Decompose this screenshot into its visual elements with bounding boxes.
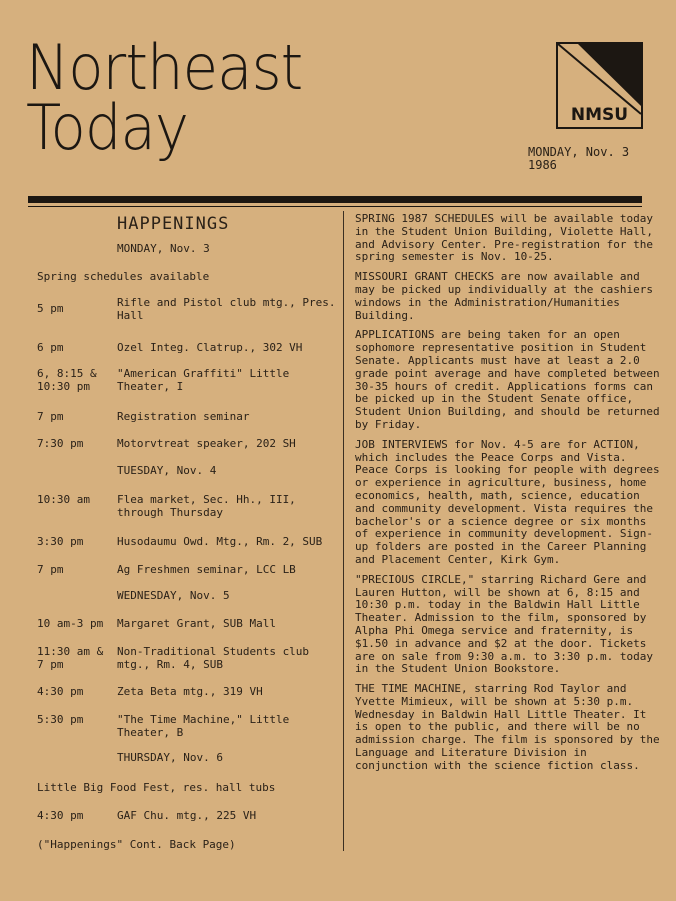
header-rule-thick (28, 196, 642, 203)
event-time: 6, 8:15 & 10:30 pm (37, 367, 97, 393)
announcement-paragraph: SPRING 1987 SCHEDULES will be available today in the Student Union Building, Violette Hall, and Advisory Center. Pre-registration for the spring semester is Nov. 10-25. (355, 212, 654, 264)
dateline-year: 1986 (528, 158, 557, 172)
event-description: Registration seminar (117, 410, 250, 423)
header-rule-thin (28, 206, 642, 207)
event-description: Flea market, Sec. Hh., III, through Thursday (117, 493, 296, 519)
event-time: 5:30 pm (37, 713, 84, 726)
event-time: 10:30 am (37, 493, 90, 506)
nmsu-logo (556, 42, 643, 129)
event-time: 7 pm (37, 563, 64, 576)
announcement-paragraph: "PRECIOUS CIRCLE," starring Richard Gere and Lauren Hutton, will be shown at 6, 8:15 and 10:30 p.m. today in the Baldwin Hall Little Theater. Admission to the film, sponsored by Alpha Phi Omega service and fraternity, is $1.50 in advance and $2 at the door. Tickets are on sale from 9:30 a.m. to 3:30 p.m. today in the Student Union Bookstore. (355, 572, 654, 676)
column-divider (343, 211, 344, 851)
event-time: 4:30 pm (37, 685, 84, 698)
announcement-paragraph: THE TIME MACHINE, starring Rod Taylor and Yvette Mimieux, will be shown at 5:30 p.m. Wednesday in Baldwin Hall Little Theater. It is open to the public, and there will be no admission charge. The film is sponsored by the Language and Literature Division in conjunction with the science fiction class. (355, 682, 660, 772)
event-description: Ozel Integ. Clatrup., 302 VH (117, 341, 303, 354)
dateline (528, 146, 629, 172)
event-description: Husodaumu Owd. Mtg., Rm. 2, SUB (117, 535, 323, 548)
masthead-line-2: Today (26, 91, 189, 164)
event-time: 3:30 pm (37, 535, 84, 548)
day-heading-tuesday: TUESDAY, Nov. 4 (117, 464, 217, 477)
event-time: 7 pm (37, 410, 64, 423)
event-description: Zeta Beta mtg., 319 VH (117, 685, 263, 698)
spring-schedules-note: Spring schedules available (37, 270, 210, 283)
happenings-continued-note: ("Happenings" Cont. Back Page) (37, 838, 236, 851)
event-description: Margaret Grant, SUB Mall (117, 617, 276, 630)
event-description: Motorvtreat speaker, 202 SH (117, 437, 296, 450)
event-description: "American Graffiti" Little Theater, I (117, 367, 290, 393)
logo-text: NMSU (570, 105, 629, 125)
event-time: 6 pm (37, 341, 64, 354)
announcement-paragraph: MISSOURI GRANT CHECKS are now available and may be picked up individually at the cashiers windows in the Administration/Humanities Building. (355, 270, 654, 322)
day-heading-wednesday: WEDNESDAY, Nov. 5 (117, 589, 230, 602)
day-heading-thursday: THURSDAY, Nov. 6 (117, 751, 223, 764)
event-time: 10 am-3 pm (37, 617, 104, 630)
masthead-title (26, 31, 303, 164)
day-heading-monday: MONDAY, Nov. 3 (117, 242, 210, 255)
event-description: "The Time Machine," Little Theater, B (117, 713, 290, 739)
event-time: 5 pm (37, 302, 64, 315)
event-description: Rifle and Pistol club mtg., Pres. Hall (117, 296, 336, 322)
event-description: GAF Chu. mtg., 225 VH (117, 809, 257, 822)
event-description: Non-Traditional Students club mtg., Rm. 4, SUB (117, 645, 310, 671)
announcements-column (355, 213, 663, 780)
event-time: 7:30 pm (37, 437, 84, 450)
event-description: Little Big Food Fest, res. hall tubs (37, 781, 276, 794)
happenings-title: HAPPENINGS (117, 214, 230, 234)
event-description: Ag Freshmen seminar, LCC LB (117, 563, 296, 576)
masthead-line-1: Northeast (26, 31, 303, 104)
announcement-paragraph: JOB INTERVIEWS for Nov. 4-5 are for ACTION, which includes the Peace Corps and Vista. Peace Corps is looking for people with degrees or experience in agriculture, business, home economics, health, math, science, education and community development. Vista requires the bachelor's or a science degree or six months of experience in community development. Sign-up folders are posted in the Career Planning and Placement Center, Kirk Gym. (355, 437, 660, 566)
dateline-day: MONDAY, Nov. 3 (528, 145, 630, 159)
event-time: 4:30 pm (37, 809, 84, 822)
event-time: 11:30 am & 7 pm (37, 645, 104, 671)
announcement-paragraph: APPLICATIONS are being taken for an open sophomore representative position in Student Senate. Applicants must have at least a 2.0 grade point average and have completed between 30-35 hours of credit. Applications forms can be picked up in the Student Senate office, Student Union Building, and should be returned by Friday. (355, 328, 660, 431)
